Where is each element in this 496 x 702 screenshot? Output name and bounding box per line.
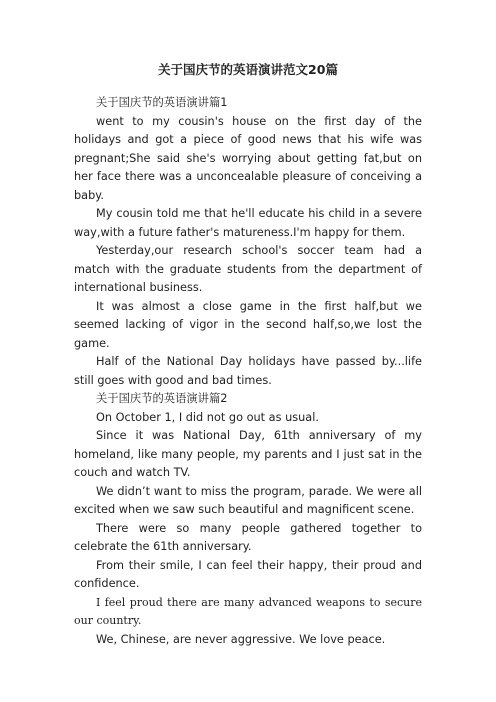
paragraph: I feel proud there are many advanced weapons to secure our country.: [74, 595, 422, 627]
paragraph: There were so many people gathered together to celebrate the 61th anniversary.: [74, 521, 422, 553]
paragraph: It was almost a close game in the first half,but we seemed lacking of vigor in the second half,so,we lost the game.: [74, 299, 422, 350]
section-1: [74, 94, 422, 390]
paragraph: From their smile, I can feel their happy, their proud and confidence.: [74, 558, 422, 590]
section-heading: 关于国庆节的英语演讲篇2: [96, 392, 228, 405]
paragraph: Since it was National Day, 61th anniversary of my homeland, like many people, my parents and I just sat in the couch and watch TV.: [74, 429, 422, 479]
section-2: [74, 390, 422, 649]
paragraph: We, Chinese, are never aggressive. We love peace.: [96, 632, 386, 646]
paragraph: went to my cousin's house on the first day of the holidays and got a piece of good news that his wife was pregnant;She said she's worrying about getting fat,but on her face there was a unconcealable pleasure of conceiving a baby.: [74, 114, 422, 202]
paragraph: My cousin told me that he'll educate his child in a severe way,with a future father's matureness.I'm happy for them.: [74, 207, 422, 239]
paragraph: We didn’t want to miss the program, parade. We were all excited when we saw such beautiful and magnificent scene.: [74, 484, 422, 516]
paragraph: On October 1, I did not go out as usual.: [96, 410, 319, 424]
section-heading: 关于国庆节的英语演讲篇1: [96, 96, 228, 109]
document-title: 关于国庆节的英语演讲范文20篇: [158, 62, 338, 77]
document-page: [74, 62, 422, 649]
paragraph: Yesterday,our research school's soccer team had a match with the graduate students from the department of international business.: [74, 244, 422, 294]
paragraph: Half of the National Day holidays have passed by...life still goes with good and bad times.: [74, 355, 422, 387]
